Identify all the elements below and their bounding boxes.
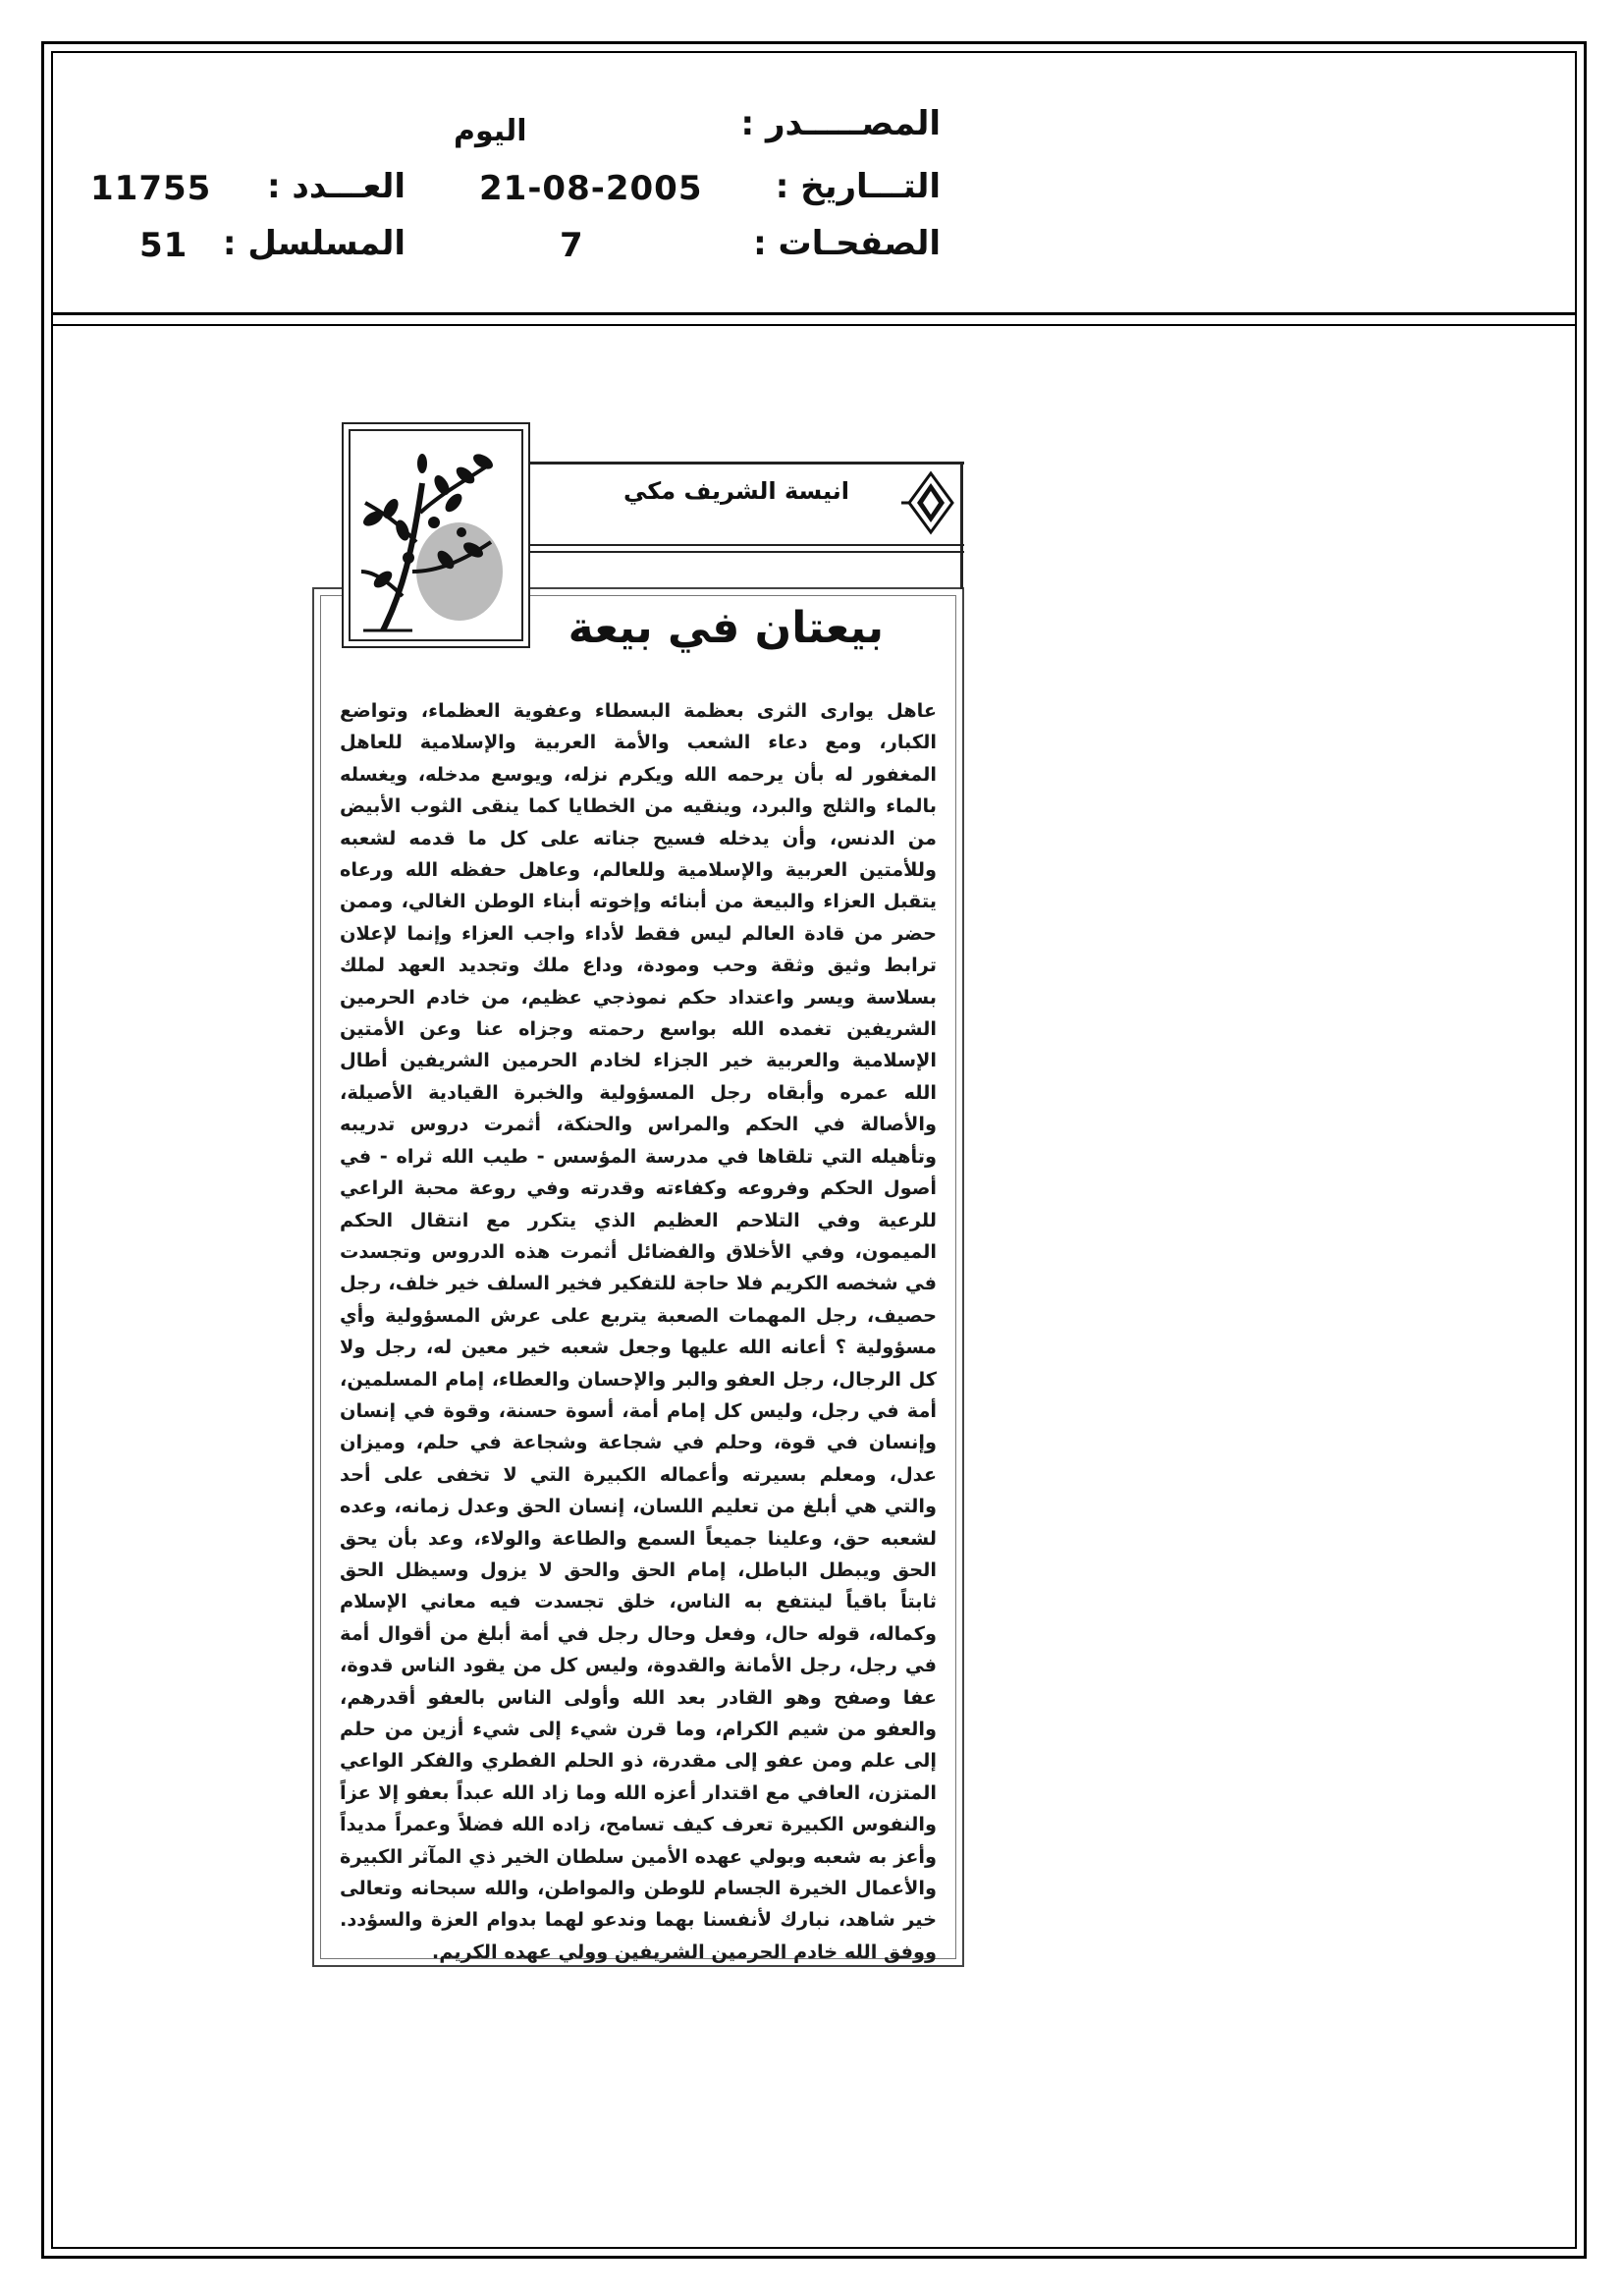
author-band-end-rule (960, 462, 963, 589)
date-value: 21-08-2005 (479, 169, 703, 208)
header-divider-secondary (51, 324, 1577, 326)
pages-label: الصفحـات : (753, 224, 941, 263)
serial-label: المسلسل : (222, 224, 406, 263)
author-band-top-rule (511, 462, 964, 465)
article-body: عاهل يوارى الثرى بعظمة البسطاء وعفوية العظماء، وتواضع الكبار، ومع دعاء الشعب والأمة العربية والإسلامية للعاهل المغفور له بأن يرحمه الله ويكرم نزله، ويوسع مدخله، ويغسله بالماء والثلج والبرد، وينقيه من الخطايا كما ينقى الثوب الأبيض من الدنس، وأن يدخله فسيح جناته على كل ما قدمه لشعبه وللأمتين العربية والإسلامية وللعالم، وعاهل حفظه الله ورعاه يتقبل العزاء والبيعة من أبنائه وإخوته أبناء الوطن الغالي، وممن حضر من قادة العالم ليس فقط لأداء واجب العزاء وإنما لإعلان ترابط وثيق وثقة وحب ومودة، وداع ملك وتجديد العهد لملك بسلاسة ويسر واعتداد حكم نموذجي عظيم، من خادم الحرمين الشريفين تغمده الله بواسع رحمته وجزاه عنا وعن الأمتين الإسلامية والعربية خير الجزاء لخادم الحرمين الشريفين أطال الله عمره وأبقاه رجل المسؤولية والخبرة القيادية الأصيلة، والأصالة في الحكم والمراس والحنكة، أثمرت دروس تدريبه وتأهيله التي تلقاها في مدرسة المؤسس - طيب الله ثراه - في أصول الحكم وفروعه وكفاءته وقدرته وفي روعة محبة الراعي للرعية وفي التلاحم العظيم الذي يتكرر مع انتقال الحكم الميمون، وفي الأخلاق والفضائل أثمرت هذه الدروس وتجسدت في شخصه الكريم فلا حاجة للتفكير فخير السلف خير خلف، رجل حصيف، رجل المهمات الصعبة يتربع على عرش المسؤولية وأي مسؤولية ؟ أعانه الله عليها وجعل شعبه خير معين له، رجل ولا كل الرجال، رجل العفو والبر والإحسان والعطاء، إمام المسلمين، أمة في رجل، وليس كل إمام أمة، أسوة حسنة، وقوة في إنسان وإنسان في قوة، وحلم في شجاعة وشجاعة في حلم، وميزان عدل، ومعلم بسيرته وأعماله الكبيرة التي لا تخفى على أحد والتي هي أبلغ من تعليم اللسان، إنسان الحق وعدل زمانه، وعده لشعبه حق، وعلينا جميعاً السمع والطاعة والولاء، وعد بأن يحق الحق ويبطل الباطل، إمام الحق والحق لا يزول وسيظل الحق ثابتاً باقياً لينتفع به الناس، خلق تجسدت فيه معاني الإسلام وكماله، قوله حال، وفعل وحال رجل في أمة أبلغ من أقوال أمة في رجل، رجل الأمانة والقدوة، وليس كل من يقود الناس قدوة، عفا وصفح وهو القادر بعد الله وأولى الناس بالعفو أقدرهم، والعفو من شيم الكرام، وما قرن شيء إلى شيء أزين من حلم إلى علم ومن عفو إلى مقدرة، ذو الحلم الفطري والفكر الواعي المتزن، العافي مع اقتدار أعزه الله وما زاد الله عبداً بعفو إلا عزاً والنفوس الكبيرة تعرف كيف تسامح، زاده الله فضلاً وعمراً مديداً وأعز به شعبه وبولي عهده الأمين سلطان الخير ذي المآثر الكبيرة والأعمال الخيرة الجسام للوطن والمواطن، والله سبحانه وتعالى خير شاهد، نبارك لأنفسنا بهما وندعو لهما بدوام العزة والسؤدد. ووفق الله خادم الحرمين الشريفين وولي عهده الكريم. (340, 699, 937, 1963)
olive-tree-emblem-icon (342, 422, 530, 648)
source-value: اليوم (454, 114, 527, 148)
author-band-rule-lower (511, 551, 964, 553)
author-band-rule (511, 544, 964, 546)
issue-value: 11755 (90, 169, 212, 208)
pages-value: 7 (560, 226, 584, 265)
source-label: المصـــــدر : (740, 104, 941, 143)
article-headline: بيعتان في بيعة (568, 603, 884, 653)
date-label: التـــاريخ : (775, 167, 941, 206)
issue-label: العـــدد : (267, 167, 406, 206)
diamond-ornament-icon (901, 462, 960, 544)
header-divider (51, 312, 1577, 315)
serial-value: 51 (139, 226, 189, 265)
author-name: انيسة الشريف مكي (622, 477, 849, 505)
